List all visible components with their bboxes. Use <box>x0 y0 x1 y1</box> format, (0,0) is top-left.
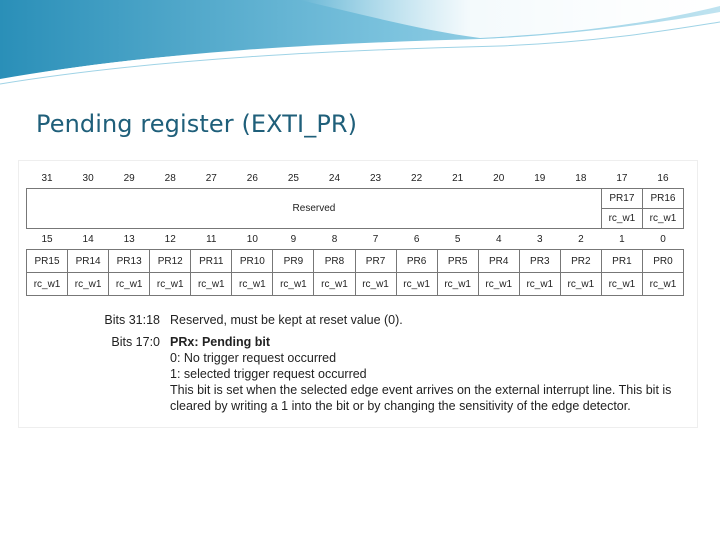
bit-number: 31 <box>41 172 53 184</box>
high-bit-number-row <box>27 168 684 189</box>
bit-number: 4 <box>495 233 502 245</box>
description-item-pending <box>90 334 710 414</box>
bit-number: 14 <box>82 233 94 245</box>
bits-range-label: Bits 31:18 <box>104 313 160 327</box>
field-access: rc_w1 <box>355 273 396 296</box>
field-name: PR15 <box>27 250 68 273</box>
description-line: 0: No trigger request occurred <box>170 351 337 365</box>
header-banner <box>0 0 720 90</box>
description-line: cleared by writing a 1 into the bit or by changing the sensitivity of the edge detector. <box>170 399 631 413</box>
description-line: This bit is set when the selected edge event arrives on the external interrupt line. This bit is <box>170 383 672 397</box>
bit-number: 8 <box>331 233 338 245</box>
page-title: Pending register (EXTI_PR) <box>36 110 358 138</box>
field-access: rc_w1 <box>601 273 642 296</box>
field-name: PR12 <box>150 250 191 273</box>
bit-description <box>90 312 710 414</box>
bit-number: 6 <box>413 233 420 245</box>
field-name: PR5 <box>437 250 478 273</box>
bit-number: 0 <box>660 233 666 245</box>
field-name: PR10 <box>232 250 273 273</box>
field-access: rc_w1 <box>232 273 273 296</box>
bit-number: 23 <box>369 172 382 184</box>
field-name: PR6 <box>396 250 437 273</box>
bit-number: 3 <box>537 233 543 245</box>
field-access: rc_w1 <box>314 273 355 296</box>
field-access: rc_w1 <box>437 273 478 296</box>
field-name: PR8 <box>314 250 355 273</box>
bit-number: 1 <box>619 233 625 245</box>
field-name: PR13 <box>109 250 150 273</box>
low-field-name-row <box>27 250 684 273</box>
field-access: rc_w1 <box>519 273 560 296</box>
field-access: rc_w1 <box>68 273 109 296</box>
bit-number: 26 <box>246 172 258 184</box>
field-name: PR4 <box>478 250 519 273</box>
bit-number: 5 <box>454 233 461 245</box>
bit-number: 9 <box>290 233 297 245</box>
low-field-access-row <box>27 273 684 296</box>
field-access: rc_w1 <box>273 273 314 296</box>
bit-number: 18 <box>575 172 587 184</box>
field-name: PR1 <box>601 250 642 273</box>
field-name: PR2 <box>560 250 601 273</box>
bit-number: 21 <box>452 172 464 184</box>
field-access: rc_w1 <box>642 273 683 296</box>
register-table <box>26 168 684 296</box>
high-field-name-row <box>27 189 684 209</box>
field-access: rc_w1 <box>478 273 519 296</box>
bit-number: 16 <box>657 172 669 184</box>
field-access: rc_w1 <box>109 273 150 296</box>
bits-range-label: Bits 17:0 <box>111 335 160 349</box>
field-access: rc_w1 <box>150 273 191 296</box>
bit-number: 22 <box>411 172 423 184</box>
field-access: rc_w1 <box>396 273 437 296</box>
bit-number: 10 <box>246 233 258 245</box>
bit-number: 28 <box>164 172 176 184</box>
field-access: rc_w1 <box>601 209 642 229</box>
bit-number: 27 <box>205 172 217 184</box>
bit-number: 13 <box>123 233 135 245</box>
bit-number: 29 <box>123 172 135 184</box>
description-item-reserved <box>90 312 710 328</box>
field-name: PR3 <box>519 250 560 273</box>
bit-number: 17 <box>616 172 628 184</box>
field-name: PR9 <box>273 250 314 273</box>
field-access: rc_w1 <box>191 273 232 296</box>
bit-number: 2 <box>578 233 584 245</box>
reserved-field: Reserved <box>27 189 602 229</box>
field-access: rc_w1 <box>560 273 601 296</box>
field-access: rc_w1 <box>642 209 683 229</box>
bit-number: 19 <box>534 172 546 184</box>
bit-number: 25 <box>287 172 299 184</box>
field-access: rc_w1 <box>27 273 68 296</box>
bit-number: 12 <box>164 233 176 245</box>
field-name-pr17: PR17 <box>601 189 642 209</box>
field-name: PR11 <box>191 250 232 273</box>
bit-number: 24 <box>328 172 341 184</box>
description-line: 1: selected trigger request occurred <box>170 367 367 381</box>
field-name: PR14 <box>68 250 109 273</box>
field-heading: PRx: Pending bit <box>170 335 270 349</box>
field-name: PR0 <box>642 250 683 273</box>
bit-number: 20 <box>493 172 505 184</box>
bit-number: 11 <box>206 233 217 245</box>
bits-description-text: Reserved, must be kept at reset value (0). <box>170 313 403 327</box>
field-name-pr16: PR16 <box>642 189 683 209</box>
low-bit-number-row <box>27 229 684 250</box>
bit-number: 30 <box>82 172 94 184</box>
field-name: PR7 <box>355 250 396 273</box>
bit-number: 7 <box>372 233 379 245</box>
bit-number: 15 <box>41 233 53 245</box>
